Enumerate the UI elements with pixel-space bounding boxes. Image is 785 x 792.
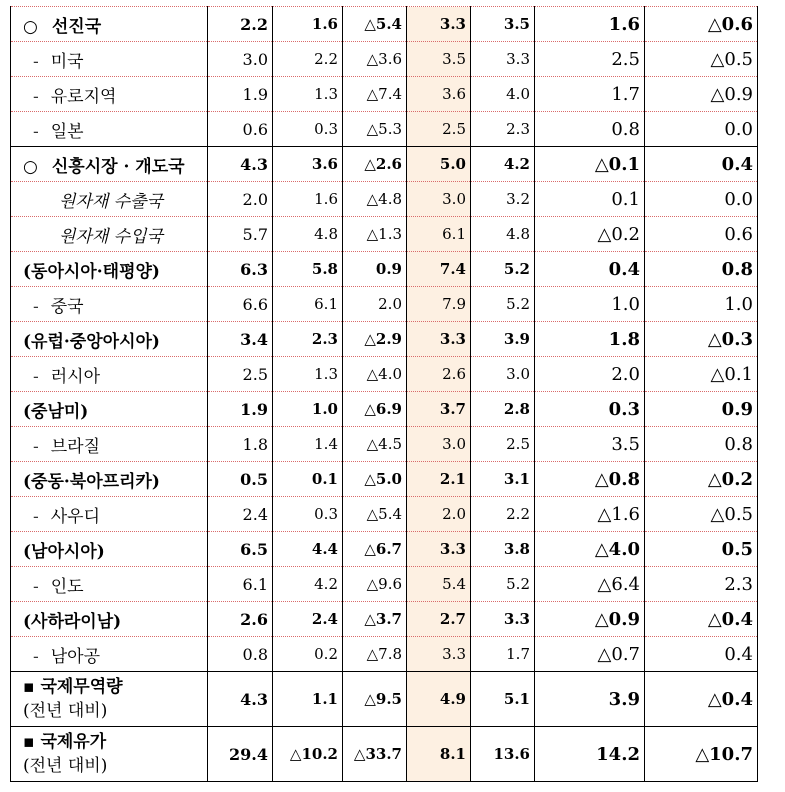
value-cell: △6.7 bbox=[343, 532, 407, 567]
value-cell: 3.6 bbox=[407, 77, 471, 112]
row-label-line2: (전년 대비) bbox=[23, 756, 108, 776]
row-label bbox=[11, 602, 208, 637]
value-cell: 0.3 bbox=[535, 392, 645, 427]
value-cell: △5.4 bbox=[343, 497, 407, 532]
value-cell: 3.0 bbox=[208, 42, 273, 77]
value-cell: 2.7 bbox=[407, 602, 471, 637]
dash-icon: - bbox=[33, 576, 39, 597]
value-cell: △0.5 bbox=[645, 42, 758, 77]
row-label-text: (중남미) bbox=[23, 401, 89, 422]
value-cell: 5.2 bbox=[471, 567, 535, 602]
value-cell: 4.2 bbox=[471, 147, 535, 182]
value-cell: △2.9 bbox=[343, 322, 407, 357]
value-cell: 6.3 bbox=[208, 252, 273, 287]
value-cell: 3.3 bbox=[407, 637, 471, 672]
value-cell: 0.9 bbox=[645, 392, 758, 427]
value-cell: 0.1 bbox=[273, 462, 343, 497]
value-cell: 1.6 bbox=[273, 7, 343, 42]
row-label bbox=[11, 147, 208, 182]
value-cell: △0.8 bbox=[535, 462, 645, 497]
value-cell: 6.5 bbox=[208, 532, 273, 567]
value-cell: 1.8 bbox=[535, 322, 645, 357]
value-cell: 2.5 bbox=[407, 112, 471, 147]
value-cell: △5.3 bbox=[343, 112, 407, 147]
value-cell: 0.4 bbox=[645, 637, 758, 672]
row-label-text: 미국 bbox=[50, 51, 84, 72]
row-label-text: 유로지역 bbox=[50, 86, 117, 107]
value-cell: △4.0 bbox=[343, 357, 407, 392]
value-cell: 0.2 bbox=[273, 637, 343, 672]
dash-icon: - bbox=[33, 51, 39, 72]
row-label-text: 중국 bbox=[50, 296, 84, 317]
table-row bbox=[11, 727, 758, 782]
table-row bbox=[11, 287, 758, 322]
value-cell: 3.9 bbox=[471, 322, 535, 357]
table-row bbox=[11, 322, 758, 357]
value-cell: 4.3 bbox=[208, 672, 273, 727]
value-cell: 3.3 bbox=[407, 322, 471, 357]
value-cell: 2.8 bbox=[471, 392, 535, 427]
value-cell: △7.8 bbox=[343, 637, 407, 672]
row-label-text: (남아시아) bbox=[23, 541, 105, 562]
value-cell: △6.4 bbox=[535, 567, 645, 602]
value-cell: 2.1 bbox=[407, 462, 471, 497]
row-label-text: 브라질 bbox=[50, 436, 101, 457]
value-cell: 0.6 bbox=[645, 217, 758, 252]
value-cell: 3.5 bbox=[407, 42, 471, 77]
value-cell: 2.2 bbox=[471, 497, 535, 532]
value-cell: 1.0 bbox=[535, 287, 645, 322]
row-label bbox=[11, 392, 208, 427]
row-label-text: 러시아 bbox=[50, 366, 101, 387]
value-cell: 0.9 bbox=[343, 252, 407, 287]
value-cell: 0.1 bbox=[535, 182, 645, 217]
table-row bbox=[11, 42, 758, 77]
value-cell: 3.3 bbox=[407, 532, 471, 567]
value-cell: 1.1 bbox=[273, 672, 343, 727]
dash-icon: - bbox=[33, 506, 39, 527]
value-cell: △6.9 bbox=[343, 392, 407, 427]
value-cell: △10.7 bbox=[645, 727, 758, 782]
forecast-table bbox=[10, 6, 758, 782]
value-cell: 2.4 bbox=[208, 497, 273, 532]
value-cell: 2.2 bbox=[273, 42, 343, 77]
value-cell: △0.4 bbox=[645, 602, 758, 637]
value-cell: 14.2 bbox=[535, 727, 645, 782]
table-row bbox=[11, 147, 758, 182]
value-cell: 8.1 bbox=[407, 727, 471, 782]
table-row bbox=[11, 532, 758, 567]
value-cell: 5.2 bbox=[471, 252, 535, 287]
row-label bbox=[11, 637, 208, 672]
row-label-text: 선진국 bbox=[51, 16, 102, 37]
row-label bbox=[11, 217, 208, 252]
table-body bbox=[11, 7, 758, 782]
value-cell: △1.3 bbox=[343, 217, 407, 252]
row-label-text: 인도 bbox=[50, 576, 84, 597]
row-label bbox=[11, 727, 208, 782]
value-cell: △7.4 bbox=[343, 77, 407, 112]
value-cell: 0.4 bbox=[535, 252, 645, 287]
row-label bbox=[11, 7, 208, 42]
value-cell: △5.0 bbox=[343, 462, 407, 497]
value-cell: 2.6 bbox=[407, 357, 471, 392]
value-cell: 6.6 bbox=[208, 287, 273, 322]
row-label-text: 원자재 수출국 bbox=[59, 191, 163, 212]
value-cell: 2.3 bbox=[273, 322, 343, 357]
value-cell: 0.5 bbox=[208, 462, 273, 497]
value-cell: 4.2 bbox=[273, 567, 343, 602]
value-cell: 0.5 bbox=[645, 532, 758, 567]
value-cell: 3.7 bbox=[407, 392, 471, 427]
table-row bbox=[11, 392, 758, 427]
value-cell: 6.1 bbox=[407, 217, 471, 252]
value-cell: 3.6 bbox=[273, 147, 343, 182]
value-cell: △4.5 bbox=[343, 427, 407, 462]
value-cell: 0.0 bbox=[645, 112, 758, 147]
value-cell: △0.3 bbox=[645, 322, 758, 357]
circle-bullet-icon: ○ bbox=[23, 16, 38, 37]
value-cell: 1.3 bbox=[273, 357, 343, 392]
value-cell: 3.5 bbox=[471, 7, 535, 42]
value-cell: 2.6 bbox=[208, 602, 273, 637]
value-cell: 1.0 bbox=[273, 392, 343, 427]
value-cell: 1.9 bbox=[208, 392, 273, 427]
value-cell: △3.6 bbox=[343, 42, 407, 77]
value-cell: 2.4 bbox=[273, 602, 343, 637]
value-cell: 3.2 bbox=[471, 182, 535, 217]
value-cell: 3.3 bbox=[471, 602, 535, 637]
value-cell: 1.7 bbox=[471, 637, 535, 672]
value-cell: △0.2 bbox=[645, 462, 758, 497]
value-cell: 1.8 bbox=[208, 427, 273, 462]
value-cell: 5.0 bbox=[407, 147, 471, 182]
value-cell: 4.8 bbox=[471, 217, 535, 252]
value-cell: 5.7 bbox=[208, 217, 273, 252]
row-label bbox=[11, 322, 208, 357]
table-row bbox=[11, 357, 758, 392]
value-cell: 2.0 bbox=[535, 357, 645, 392]
value-cell: △3.7 bbox=[343, 602, 407, 637]
value-cell: 1.3 bbox=[273, 77, 343, 112]
value-cell: △5.4 bbox=[343, 7, 407, 42]
row-label bbox=[11, 567, 208, 602]
dash-icon: - bbox=[33, 646, 39, 667]
row-label-text: 남아공 bbox=[50, 646, 101, 667]
value-cell: 3.4 bbox=[208, 322, 273, 357]
row-label-text: 신흥시장 · 개도국 bbox=[51, 156, 185, 177]
value-cell: 3.5 bbox=[535, 427, 645, 462]
value-cell: 7.4 bbox=[407, 252, 471, 287]
value-cell: △9.5 bbox=[343, 672, 407, 727]
value-cell: 3.1 bbox=[471, 462, 535, 497]
table-row bbox=[11, 462, 758, 497]
value-cell: 0.8 bbox=[645, 427, 758, 462]
table-row bbox=[11, 567, 758, 602]
value-cell: 3.9 bbox=[535, 672, 645, 727]
row-label bbox=[11, 357, 208, 392]
value-cell: 3.0 bbox=[407, 427, 471, 462]
value-cell: 1.0 bbox=[645, 287, 758, 322]
table-row bbox=[11, 497, 758, 532]
value-cell: 2.0 bbox=[208, 182, 273, 217]
value-cell: 2.0 bbox=[407, 497, 471, 532]
row-label-text: 사우디 bbox=[50, 506, 101, 527]
value-cell: 1.4 bbox=[273, 427, 343, 462]
value-cell: △10.2 bbox=[273, 727, 343, 782]
value-cell: 0.8 bbox=[208, 637, 273, 672]
dash-icon: - bbox=[33, 121, 39, 142]
value-cell: 7.9 bbox=[407, 287, 471, 322]
row-label bbox=[11, 532, 208, 567]
value-cell: △0.9 bbox=[645, 77, 758, 112]
table-row bbox=[11, 182, 758, 217]
value-cell: 0.3 bbox=[273, 112, 343, 147]
value-cell: 0.0 bbox=[645, 182, 758, 217]
value-cell: 2.2 bbox=[208, 7, 273, 42]
row-label bbox=[11, 182, 208, 217]
value-cell: △33.7 bbox=[343, 727, 407, 782]
row-label-line1: ▪ 국제유가 bbox=[23, 732, 107, 752]
value-cell: 2.5 bbox=[208, 357, 273, 392]
value-cell: △0.2 bbox=[535, 217, 645, 252]
row-label-text: 일본 bbox=[50, 121, 84, 142]
value-cell: 1.7 bbox=[535, 77, 645, 112]
table-row bbox=[11, 637, 758, 672]
value-cell: △4.8 bbox=[343, 182, 407, 217]
value-cell: 4.0 bbox=[471, 77, 535, 112]
table-row bbox=[11, 427, 758, 462]
row-label-text: (동아시아·태평양) bbox=[23, 261, 160, 282]
value-cell: 0.3 bbox=[273, 497, 343, 532]
value-cell: △0.1 bbox=[645, 357, 758, 392]
row-label bbox=[11, 252, 208, 287]
row-label-text: (사하라이남) bbox=[23, 611, 122, 632]
row-label-text: 원자재 수입국 bbox=[59, 226, 163, 247]
value-cell: △0.6 bbox=[645, 7, 758, 42]
value-cell: 5.1 bbox=[471, 672, 535, 727]
row-label bbox=[11, 672, 208, 727]
row-label bbox=[11, 287, 208, 322]
value-cell: 5.2 bbox=[471, 287, 535, 322]
row-label-text: (유럽·중앙아시아) bbox=[23, 331, 160, 352]
value-cell: 1.6 bbox=[535, 7, 645, 42]
table-row bbox=[11, 217, 758, 252]
dash-icon: - bbox=[33, 296, 39, 317]
value-cell: 4.8 bbox=[273, 217, 343, 252]
value-cell: 2.3 bbox=[645, 567, 758, 602]
table-row bbox=[11, 602, 758, 637]
row-label bbox=[11, 77, 208, 112]
dash-icon: - bbox=[33, 436, 39, 457]
value-cell: 5.8 bbox=[273, 252, 343, 287]
row-label bbox=[11, 42, 208, 77]
value-cell: △0.7 bbox=[535, 637, 645, 672]
value-cell: 3.3 bbox=[471, 42, 535, 77]
value-cell: △0.9 bbox=[535, 602, 645, 637]
table-row bbox=[11, 7, 758, 42]
value-cell: 1.6 bbox=[273, 182, 343, 217]
value-cell: △1.6 bbox=[535, 497, 645, 532]
value-cell: 3.8 bbox=[471, 532, 535, 567]
value-cell: △4.0 bbox=[535, 532, 645, 567]
value-cell: 13.6 bbox=[471, 727, 535, 782]
value-cell: 29.4 bbox=[208, 727, 273, 782]
value-cell: △0.1 bbox=[535, 147, 645, 182]
row-label-text: (중동·북아프리카) bbox=[23, 471, 160, 492]
value-cell: 2.0 bbox=[343, 287, 407, 322]
row-label bbox=[11, 462, 208, 497]
value-cell: 4.3 bbox=[208, 147, 273, 182]
value-cell: 6.1 bbox=[208, 567, 273, 602]
table-row bbox=[11, 252, 758, 287]
value-cell: 1.9 bbox=[208, 77, 273, 112]
value-cell: △2.6 bbox=[343, 147, 407, 182]
value-cell: 4.9 bbox=[407, 672, 471, 727]
row-label bbox=[11, 497, 208, 532]
dash-icon: - bbox=[33, 366, 39, 387]
value-cell: △0.5 bbox=[645, 497, 758, 532]
dash-icon: - bbox=[33, 86, 39, 107]
table-row bbox=[11, 672, 758, 727]
value-cell: 3.3 bbox=[407, 7, 471, 42]
row-label bbox=[11, 427, 208, 462]
value-cell: 4.4 bbox=[273, 532, 343, 567]
value-cell: 3.0 bbox=[471, 357, 535, 392]
value-cell: 3.0 bbox=[407, 182, 471, 217]
value-cell: △0.4 bbox=[645, 672, 758, 727]
value-cell: 0.6 bbox=[208, 112, 273, 147]
circle-bullet-icon: ○ bbox=[23, 156, 38, 177]
value-cell: 0.4 bbox=[645, 147, 758, 182]
value-cell: 0.8 bbox=[645, 252, 758, 287]
value-cell: 2.3 bbox=[471, 112, 535, 147]
row-label bbox=[11, 112, 208, 147]
value-cell: 5.4 bbox=[407, 567, 471, 602]
row-label-line2: (전년 대비) bbox=[23, 701, 108, 721]
value-cell: 2.5 bbox=[471, 427, 535, 462]
value-cell: 0.8 bbox=[535, 112, 645, 147]
value-cell: △9.6 bbox=[343, 567, 407, 602]
value-cell: 6.1 bbox=[273, 287, 343, 322]
value-cell: 2.5 bbox=[535, 42, 645, 77]
row-label-line1: ▪ 국제무역량 bbox=[23, 677, 123, 697]
table-row bbox=[11, 77, 758, 112]
table-row bbox=[11, 112, 758, 147]
